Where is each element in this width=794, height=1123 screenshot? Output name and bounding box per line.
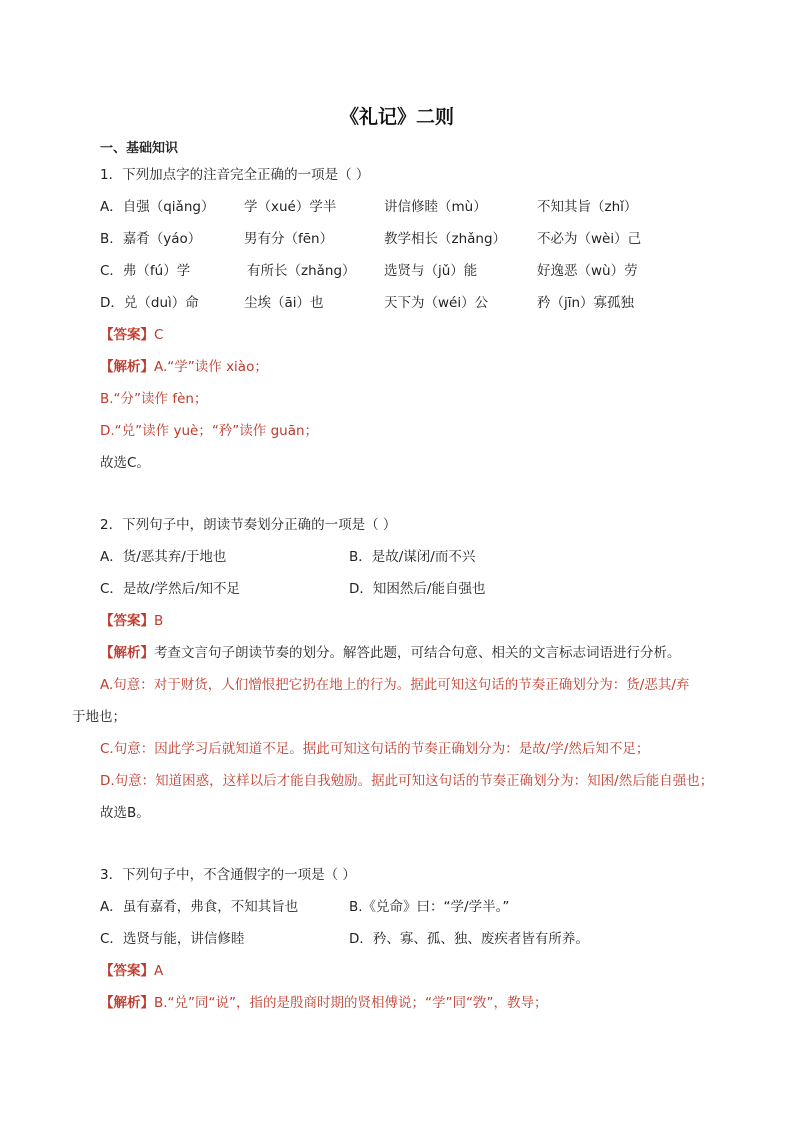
answer-label: 【答案】 [100,327,154,343]
analysis-text: 考查文言句子朗读节奏的划分。解答此题，可结合句意、相关的文言标志词语进行分析。 [154,645,681,661]
q1-option-c-4: 好逸恶（wù）劳 [537,263,638,279]
q1-option-b-3: 教学相长（zhǎng） [384,231,507,247]
q1-option-b-4: 不必为（wèi）己 [537,231,642,247]
question-2-analysis-a: A.句意：对于财货，人们憎恨把它扔在地上的行为。据此可知这句话的节奏正确划分为：货/恶其/弃 [100,677,690,693]
q1-option-c-2: 有所长（zhǎng） [247,263,356,279]
answer-value: A [154,963,164,979]
answer-label: 【答案】 [100,963,154,979]
question-1-analysis-line-2: B.“分”读作 fèn； [100,391,208,407]
section-heading: 一、基础知识 [100,141,179,156]
question-3-answer [100,962,163,980]
q1-option-d-4: 矜（jīn）寡孤独 [537,295,635,311]
question-2-stem: 2．下列句子中，朗读节奏划分正确的一项是（ ） [100,517,397,533]
q1-option-a-3: 讲信修睦（mù） [384,199,487,215]
q1-option-d-3: 天下为（wéi）公 [384,295,489,311]
question-2-analysis-d: D.句意：知道困惑，这样以后才能自我勉励。据此可知这句话的节奏正确划分为：知困/然后能自强也； [100,773,714,789]
answer-value: C [154,327,164,343]
question-3-analysis-line-1 [100,994,548,1012]
q2-option-a: A．货/恶其弃/于地也 [100,549,227,565]
question-2-answer [100,612,163,630]
answer-value: B [154,613,164,629]
q2-option-b: B．是故/谋闭/而不兴 [349,549,476,565]
q1-option-d-1: D．兑（duì）命 [100,295,199,311]
q1-option-c-1: C．弗（fú）学 [100,263,191,279]
q1-option-b-2: 男有分（fēn） [244,231,334,247]
question-2-analysis-intro [100,644,681,662]
q1-option-a-2: 学（xué）学半 [244,199,337,215]
q1-option-d-2: 尘埃（āi）也 [244,295,324,311]
analysis-label: 【解析】 [100,645,154,661]
question-1-stem: 1．下列加点字的注音完全正确的一项是（ ） [100,167,370,183]
analysis-label: 【解析】 [100,995,154,1011]
analysis-text: A.“学”读作 xiào； [154,359,268,375]
q1-option-a-4: 不知其旨（zhǐ） [537,199,638,215]
question-2-analysis-a-cont: 于地也； [72,709,126,725]
answer-label: 【答案】 [100,613,154,629]
question-2-analysis-c: C.句意：因此学习后就知道不足。据此可知这句话的节奏正确划分为：是故/学/然后知不足； [100,741,650,757]
q3-option-b: B.《兑命》曰：“学/学半。” [349,899,510,915]
page-title: 《礼记》二则 [339,106,454,128]
question-1-answer [100,326,163,344]
question-1-analysis-line-3: D.“兑”读作 yuè；“矜”读作 guān； [100,423,319,439]
question-2-conclusion: 故选B。 [100,805,150,821]
question-3-stem: 3．下列句子中，不含通假字的一项是（ ） [100,867,356,883]
q1-option-a-1: A．自强（qiǎng） [100,199,215,215]
q3-option-d: D．矜、寡、孤、独、废疾者皆有所养。 [349,931,589,947]
q3-option-a: A．虽有嘉肴，弗食，不知其旨也 [100,899,299,915]
q3-option-c: C．选贤与能，讲信修睦 [100,931,245,947]
q1-option-c-3: 选贤与（jǔ）能 [384,263,478,279]
question-1-conclusion: 故选C。 [100,455,150,471]
analysis-text: B.“兑”同“说”，指的是殷商时期的贤相傅说；“学”同“敩”，教导； [154,995,548,1011]
question-1-analysis-line-1 [100,358,268,376]
analysis-label: 【解析】 [100,359,154,375]
q1-option-b-1: B．嘉肴（yáo） [100,231,202,247]
q2-option-d: D．知困然后/能自强也 [349,581,486,597]
q2-option-c: C．是故/学然后/知不足 [100,581,241,597]
